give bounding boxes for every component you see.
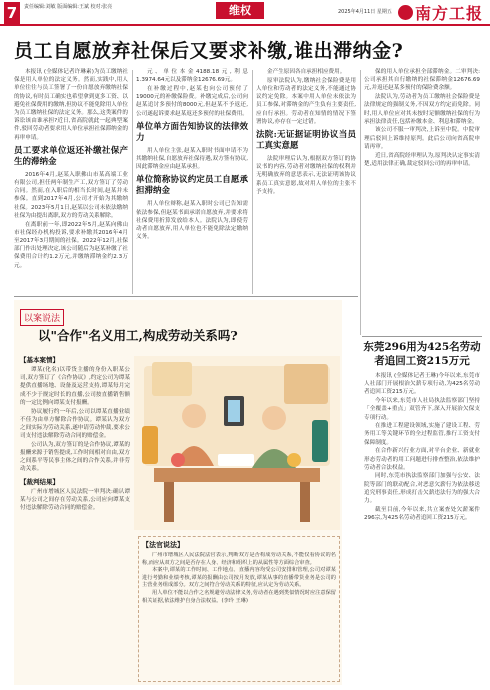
column-divider [360,70,361,335]
article-column-3 [256,68,356,294]
paragraph: 本报讯 (全媒体记者许琳素)为员工缴纳社保是用人单位的法定义务。然而,实践中,用人单位往往与员工签署了一份自愿放弃缴纳社保的协议,有时员工确实也希望拿到更多工资、以避免社保费用的缴纳,但协议不能免除用人单位为员工缴纳社保的法定义务。那么,这类案件的诉讼该由谁承担?近日,省高院就此一起典型案件,驳回劳动者要求用人单位承担社保滞纳金的再审申请。 [14,69,128,141]
paragraph: 保的用人单位承担全部滞纳金。二审判决:公司承担其自行缴纳的社保滞纳金12676.69元,并返还赵某多预付的保险费余额。 [364,69,480,92]
paragraph: 在合作新兴行业方面,对平台企业、新就业形态劳动者的用工问题进行排查整治,依法维护劳动者合法权益。 [364,448,480,471]
sidebar-headline: 东莞296用为425名劳动者追回工资215万元 [363,341,481,367]
article-headline: 员工自愿放弃社保后又要求补缴,谁出滞纳金? [14,40,404,62]
paragraph: 协议履行约一年后,公司以谭某直播业绩不佳为由单方解除合作协议。谭某认为双方之间实际为劳动关系,遂申请劳动仲裁,要求公司支付违法解除劳动合同的赔偿金。 [20,408,130,440]
paragraph: 用人单位不能以合作之名规避劳动法律义务,劳动者在遇到类似情况时应注意保留相关证据,依法维护自身合法权益。(李玲 王琳) [142,589,336,604]
paragraph: 公司认为,双方签订的是合作协议,谭某的报酬来源于销售提成,工作时间相对自由,双方之间系平等民事主体之间的合作关系,并非劳动关系。 [20,441,130,473]
paragraph: 本报讯 (全媒体记者王琳)今年以来,东莞市人社部门开展根治欠薪专项行动,为425名劳动者追回工资215万元。 [364,373,480,396]
paragraph: 在补缴过程中,赵某也向公司预付了19000元的补缴保险费。补缴完成后,公司向赵某追讨多预付的8000元,但赵某不予返还,公司遂起诉要求赵某返还多预付的社保费用。 [136,85,248,117]
subheading: 法院:无证据证明协议当员工真实意愿 [256,129,356,151]
newspaper-logo [398,1,486,22]
case-study-column [20,352,130,682]
masthead-rule [0,24,490,26]
ruling-label: 【裁判结果】 [20,477,59,486]
paragraph: 谭某(化名)以带货主播的身份入职某公司,双方签订了《合作协议》,约定公司为谭某提供直播场地、设备及运营支持,谭某每月完成不少于规定时长的直播,公司按直播销售额的一定比例向谭某支付报酬。 [20,367,130,406]
sidebar-article [364,372,480,684]
column-divider [252,70,253,294]
livestream-illustration [134,356,340,530]
paragraph: 同时,东莞市执法监察部门加强与公安、法院等部门的联动配合,对恶意欠薪行为依法移送追究刑事责任,形成打击欠薪违法行为的强大合力。 [364,473,480,505]
paragraph: 在离职前一年,即2022年5月,赵某向佛山市社保经办机构投诉,要求补缴其2016年4月至2017年3月期间的社保。2022年12月,社保部门作出处理决定,该公司随后为赵某补缴了社保费用合计约1.2万元,并缴纳滞纳金约2.3万元。 [14,221,128,269]
subheading: 员工要求单位返还补缴社保产生的滞纳金 [14,145,128,167]
logo-icon [398,5,413,20]
logo-text: 南方工报 [415,4,484,23]
paragraph: 广州市增城区人民法院法官表示,判断双方是否构成劳动关系,不能仅看协议的名称,而应从双方之间是否存在人身、经济和组织上的从属性等方面综合审查。 [142,552,336,566]
article-column-2 [136,68,248,294]
subheading: 单位单方面告知协议的法律效力 [136,121,248,143]
paragraph: 在推进工程建设领域,实施了建设工程、劳务用工等关键环节的全过程监管,推行工资支付保障制度。 [364,423,480,446]
paragraph: 金产生原因各自承担相应费用。 [267,69,346,75]
paragraph: 该公司不服一审判决,上诉至中院。中院审理后驳回上诉维持原判。此后公司向省高院申请再审。 [364,127,480,150]
case-facts-label: 【基本案情】 [20,356,59,364]
paragraph: 近日,省高院经审理认为,原判决认定事实清楚,适用法律正确,裁定驳回公司的再审申请。 [364,152,480,167]
paragraph: 2016年4月,赵某入职佛山市某高端工业有限公司,担任两年制生产工,双方签订了劳动合同。然而,在入职后的相当长时间,赵某并未参保。直到2017年4月,公司才开始为其缴纳社保。2023年5月1日,赵某以公司未依法缴纳社保为由提出离职,双方的劳动关系解除。 [14,171,128,219]
case-study-tag: 以案说法 [20,309,64,326]
judge-commentary-text [142,552,336,680]
livestream-illustration-art [134,356,340,530]
section-divider [14,296,358,297]
article-column-4 [364,68,480,332]
paragraph: 本案中,谭某的工作时间、工作地点、直播内容均受公司安排和管理,公司对谭某进行考勤和业绩考核,谭某的报酬由公司按月发放,谭某从事的直播带货业务是公司的主营业务组成部分。双方之间符合劳动关系的特征,应认定为劳动关系。 [142,567,336,589]
section-divider [362,336,482,337]
publication-date: 2025年4月11日 星期五 [338,9,392,15]
paragraph: 截至目前,今年以来,共立案查处欠薪案件296宗,为425名劳动者追回工资215万元。 [364,506,480,521]
article-column-1 [14,68,128,294]
paragraph: 法院认为,劳动者为员工缴纳社会保险费是法律规定的强制义务,不因双方约定而免除。同时,用人单位应对其未按时足额缴纳社保的行为承担法律责任,包括补缴本金、利息和滞纳金。 [364,94,480,125]
paragraph: 原审法院认为,缴纳社会保险费是用人单位和劳动者的法定义务,不能通过协议约定免除。本案中用人单位未依法为员工参保,对滞纳金的产生负有主要责任,应自行承担。劳动者在知情的情况下签署协议,亦存在一定过错。 [256,77,356,125]
subheading: 单位简称协议约定员工自愿承担滞纳金 [136,175,248,197]
section-badge: 维权 [216,2,264,19]
case-study-headline: 以"合作"名义用工,构成劳动关系吗? [38,328,238,343]
judge-commentary-title: 【法官说法】 [142,541,184,549]
editors-credit: 责任编辑:刘敏 版面编辑:王斌 校对:张亮 [24,4,113,10]
paragraph: 用人单位辩称,赵某入职时公司已告知需依法参保,但赵某书面承诺自愿放弃,并要求将社保费用折算发放给本人。法院认为,即使劳动者自愿放弃,用人单位也不能免除法定缴纳义务。 [136,201,248,241]
column-divider [132,70,133,294]
paragraph: 元、单位本金4188.18元,利息1.3974.64元以及滞纳金12676.69元。 [136,69,248,84]
masthead [0,0,490,30]
paragraph: 今年以来,东莞市人社局执法监察部门坚持「全覆盖+重点」双管齐下,深入开展治欠保支专项行动。 [364,398,480,421]
paragraph: 广州市增城区人民法院一审判决:确认谭某与公司之间存在劳动关系,公司应向谭某支付违法解除劳动合同的赔偿金。 [20,488,130,512]
paragraph: 法院审理后认为,根据双方签订的协议书的内容,劳动者对缴纳社保的权利并无明确放弃的意思表示,无法证明该协议系员工真实意愿,故对用人单位的主张不予支持。 [256,155,356,195]
paragraph: 用人单位主张,赵某入职时书面申请不为其缴纳社保,自愿放弃社保待遇,双方签有协议,因此滞纳金应由赵某承担。 [136,147,248,171]
page-number: 7 [4,2,20,24]
